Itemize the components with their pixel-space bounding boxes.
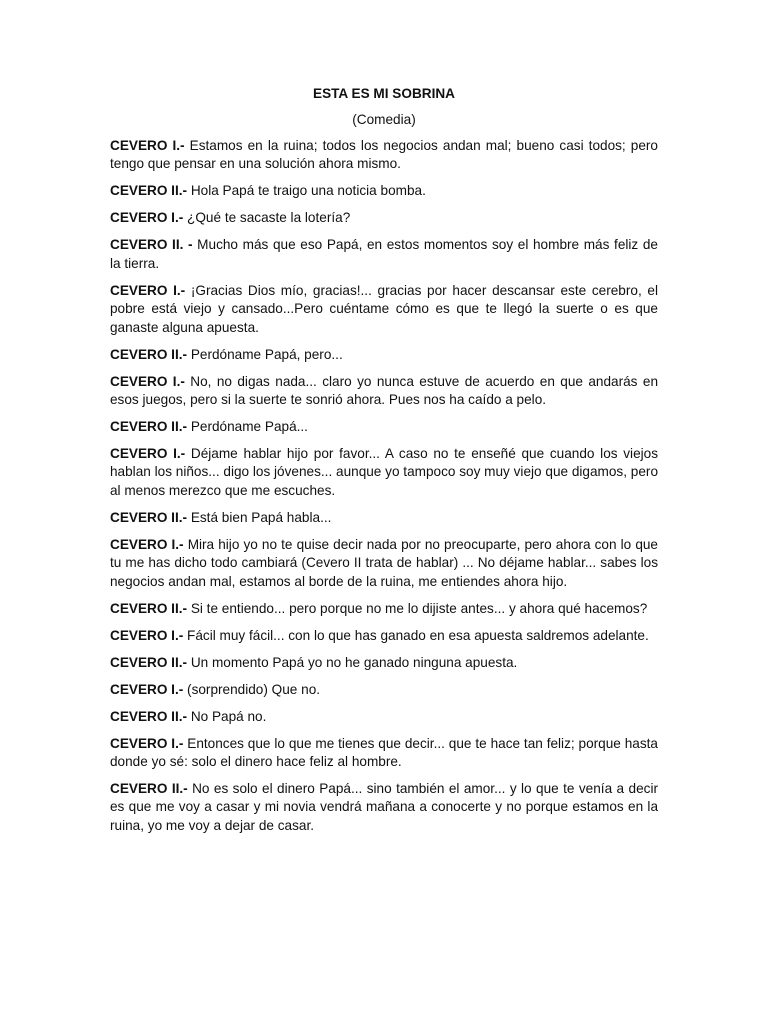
speaker-name: CEVERO II.- <box>110 600 188 616</box>
dialogue-line <box>110 373 658 410</box>
dialogue-text: ¿Qué te sacaste la lotería? <box>183 210 351 226</box>
dialogue-body <box>110 137 658 835</box>
speaker-name: CEVERO I.- <box>110 627 184 643</box>
dialogue-text: No Papá no. <box>187 708 267 724</box>
dialogue-line <box>110 627 658 645</box>
dialogue-text: Fácil muy fácil... con lo que has ganado en esa apuesta saldremos adelante. <box>183 627 649 643</box>
dialogue-line <box>110 708 658 726</box>
dialogue-text: Perdóname Papá, pero... <box>187 346 343 362</box>
speaker-name: CEVERO I.- <box>110 210 184 226</box>
speaker-name: CEVERO II. - <box>110 237 193 253</box>
dialogue-line <box>110 418 658 436</box>
dialogue-line <box>110 236 658 273</box>
dialogue-line <box>110 137 658 174</box>
speaker-name: CEVERO II.- <box>110 419 188 435</box>
speaker-name: CEVERO II.- <box>110 183 188 199</box>
dialogue-text: (sorprendido) Que no. <box>183 681 321 697</box>
dialogue-text: Perdóname Papá... <box>187 419 308 435</box>
speaker-name: CEVERO I.- <box>110 446 186 462</box>
dialogue-line <box>110 536 658 591</box>
dialogue-text: Si te entiendo... pero porque no me lo dijiste antes... y ahora qué hacemos? <box>187 600 648 616</box>
dialogue-line <box>110 282 658 337</box>
dialogue-text: Déjame hablar hijo por favor... A caso no te enseñé que cuando los viejos hablan los niños... digo los jóvenes... aunque yo tampoco soy muy viejo que digamos, pero al menos merezco que me escuches. <box>110 446 659 498</box>
dialogue-line <box>110 209 658 227</box>
dialogue-line <box>110 735 658 772</box>
speaker-name: CEVERO II.- <box>110 781 188 797</box>
speaker-name: CEVERO I.- <box>110 138 185 153</box>
dialogue-text: Mira hijo yo no te quise decir nada por no preocuparte, pero ahora con lo que tu me has dicho todo cambiará (Cevero II trata de hablar) ... No déjame hablar... sabes los negocios andan mal, estamos al borde de la ruina, me entiendes ahora hijo. <box>110 536 658 589</box>
speaker-name: CEVERO I.- <box>110 373 185 389</box>
speaker-name: CEVERO I.- <box>110 735 184 751</box>
speaker-name: CEVERO I.- <box>110 282 186 298</box>
dialogue-text: Un momento Papá yo no he ganado ninguna apuesta. <box>187 654 518 670</box>
dialogue-text: Mucho más que eso Papá, en estos momentos soy el hombre más feliz de la tierra. <box>110 237 658 271</box>
dialogue-text: ¡Gracias Dios mío, gracias!... gracias por hacer descansar este cerebro, el pobre está viejo y cansado...Pero cuéntame cómo es que te llegó la suerte o es que ganaste alguna apuesta. <box>110 282 658 335</box>
speaker-name: CEVERO I.- <box>110 681 184 697</box>
dialogue-line <box>110 346 658 364</box>
dialogue-line <box>110 681 658 699</box>
dialogue-line <box>110 600 658 618</box>
dialogue-line <box>110 182 658 200</box>
dialogue-line <box>110 509 658 527</box>
document-page <box>110 84 658 844</box>
dialogue-text: Estamos en la ruina; todos los negocios andan mal; bueno casi todos; pero tengo que pensar en una solución ahora mismo. <box>110 138 658 172</box>
speaker-name: CEVERO II.- <box>110 346 188 362</box>
dialogue-text: No, no digas nada... claro yo nunca estuve de acuerdo en que andarás en esos juegos, pero si la suerte te sonrió ahora. Pues nos ha caído a pelo. <box>110 373 659 408</box>
dialogue-line <box>110 654 658 672</box>
speaker-name: CEVERO I.- <box>110 536 184 552</box>
dialogue-text: Hola Papá te traigo una noticia bomba. <box>187 183 426 199</box>
speaker-name: CEVERO II.- <box>110 654 188 670</box>
speaker-name: CEVERO II.- <box>110 708 188 724</box>
document-title: ESTA ES MI SOBRINA <box>313 86 455 101</box>
document-subtitle: (Comedia) <box>352 112 416 127</box>
dialogue-text: No es solo el dinero Papá... sino también el amor... y lo que te venía a decir es que me voy a casar y mi novia vendrá mañana a conocerte y no porque estamos en la ruina, yo me voy a dejar de casar. <box>110 781 658 833</box>
dialogue-line <box>110 445 658 500</box>
dialogue-text: Entonces que lo que me tienes que decir... que te hace tan feliz; porque hasta donde yo sé: solo el dinero hace feliz al hombre. <box>110 735 658 770</box>
dialogue-text: Está bien Papá habla... <box>187 509 332 525</box>
speaker-name: CEVERO II.- <box>110 509 188 525</box>
dialogue-line <box>110 780 658 835</box>
